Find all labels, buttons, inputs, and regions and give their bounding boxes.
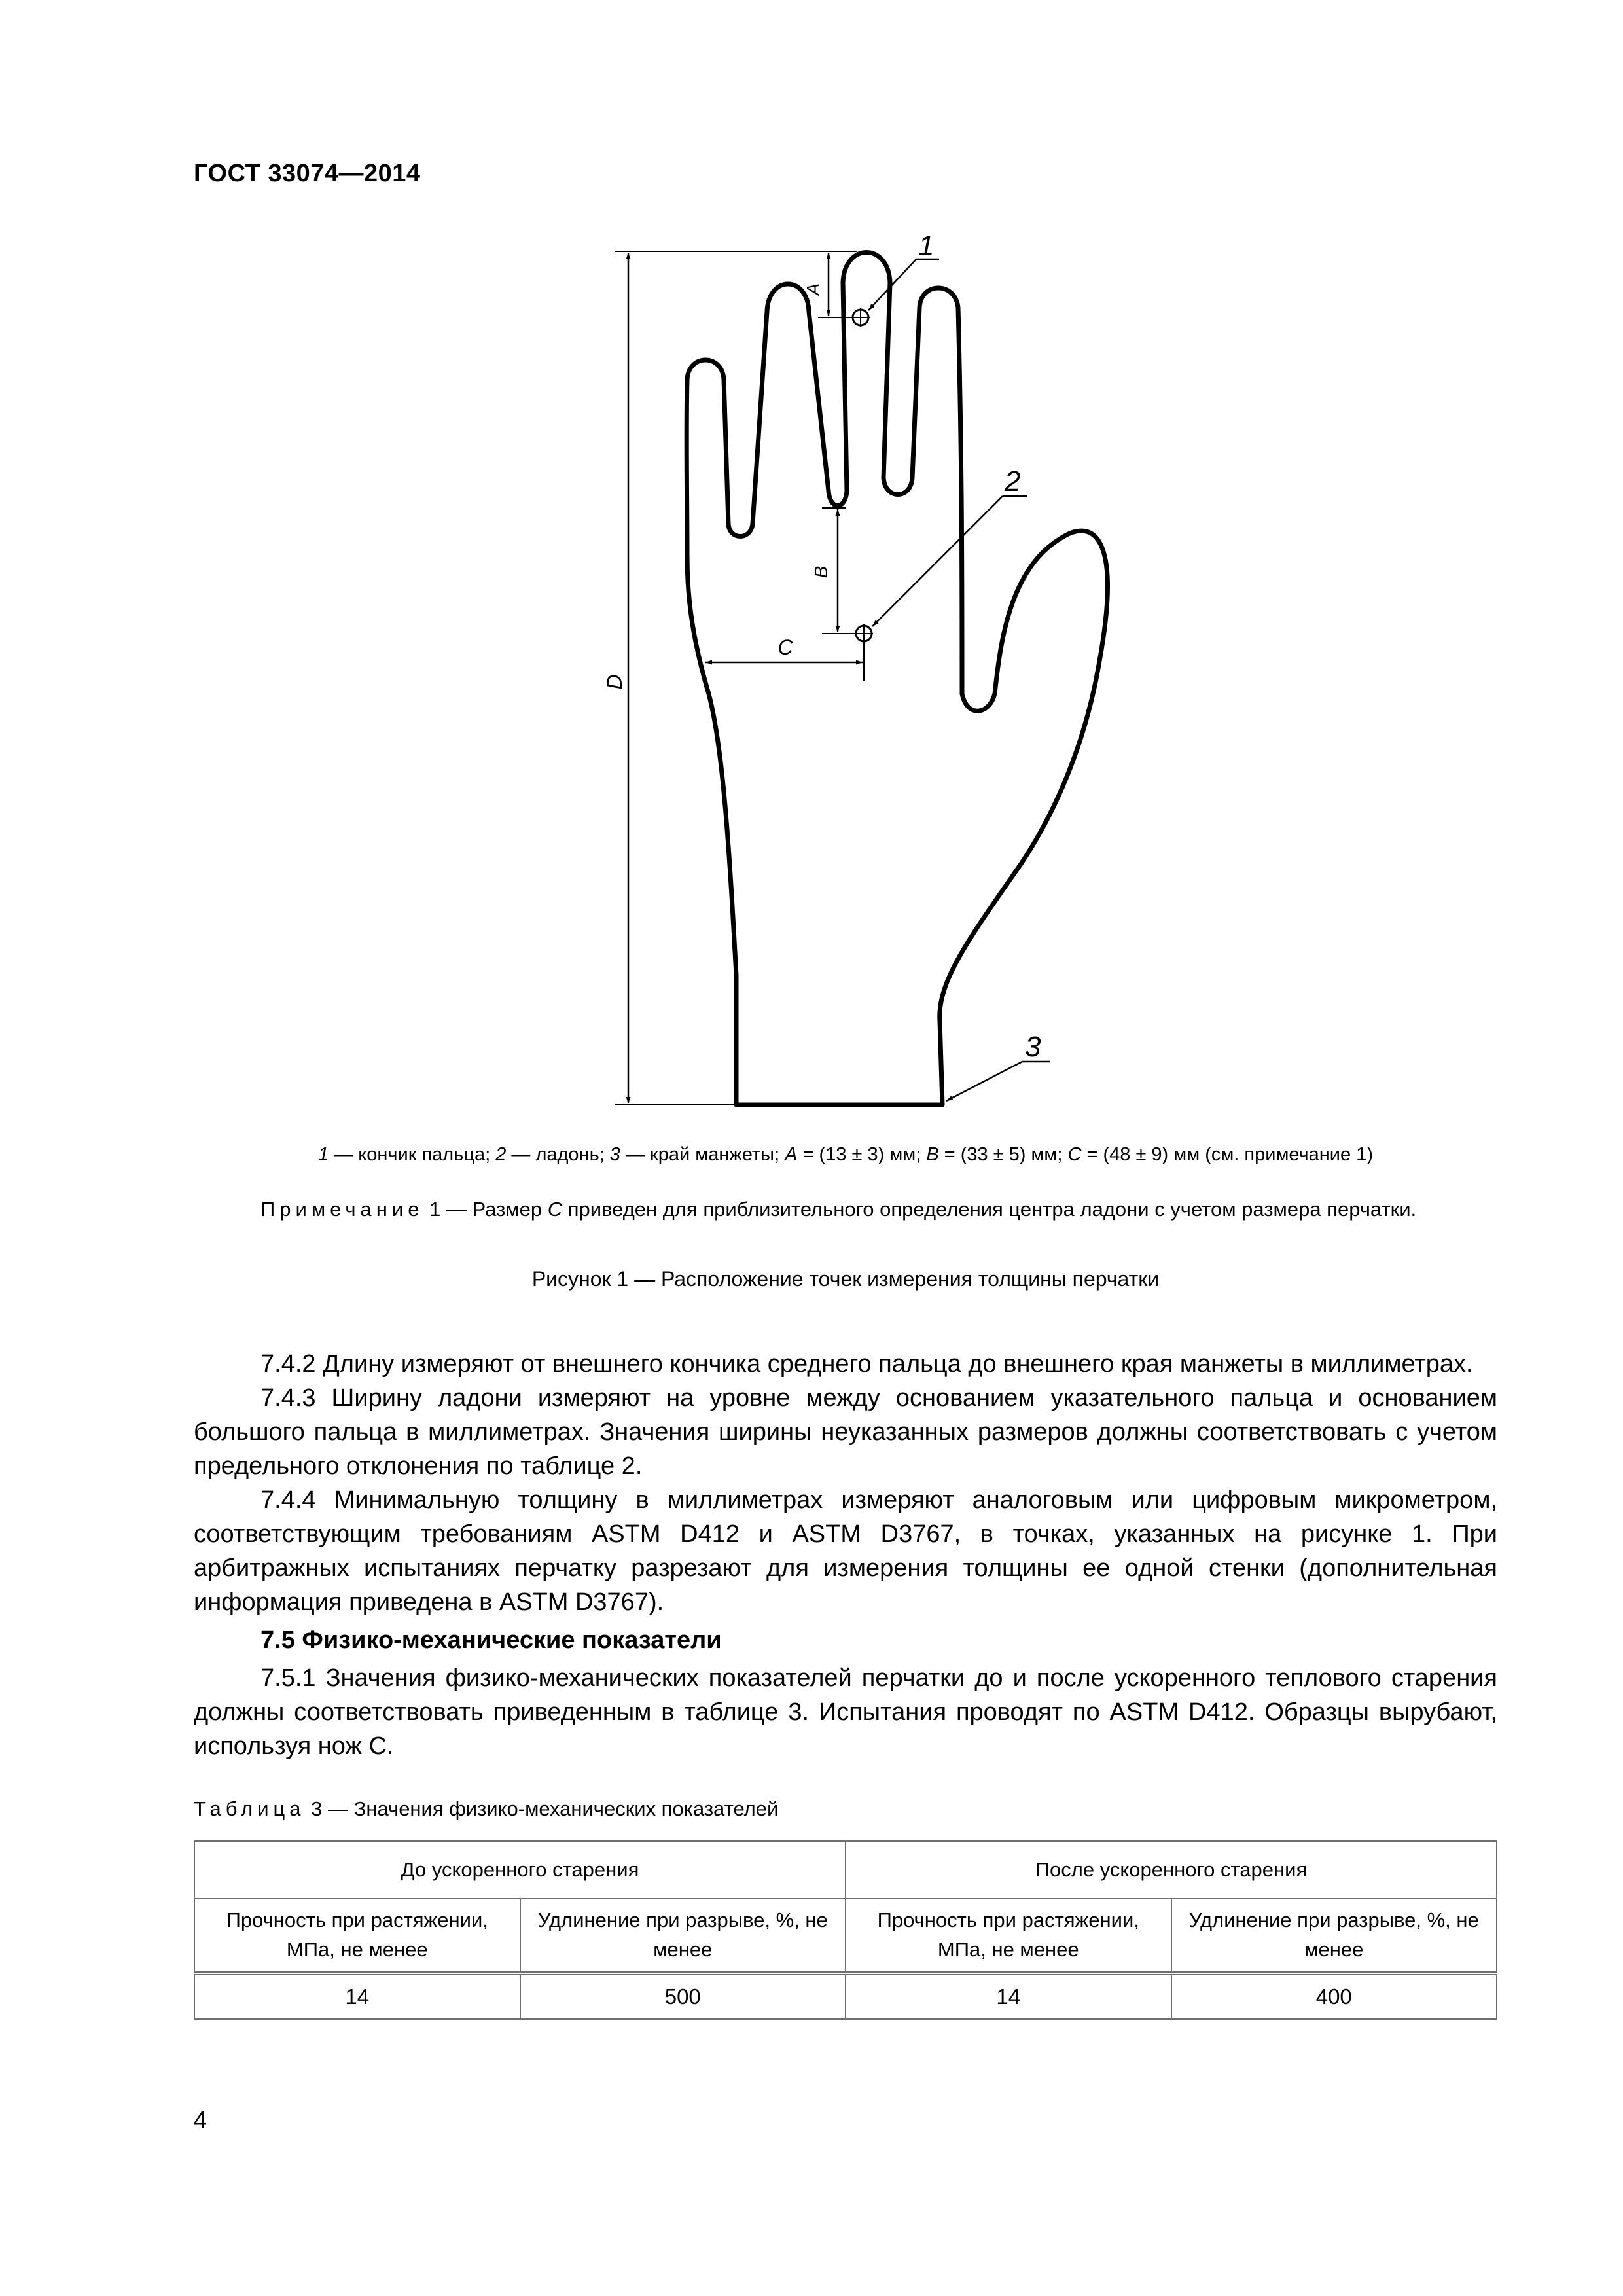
table-3 bbox=[194, 1840, 1497, 2020]
table-col-strength-after: Прочность при растяжении, МПа, не менее bbox=[846, 1899, 1171, 1973]
figure-legend: 1 — кончик пальца; 2 — ладонь; 3 — край манжеты; A = (13 ± 3) мм; B = (33 ± 5) мм; C = (48 ± 9) мм (см. примечание 1) bbox=[318, 1144, 1373, 1165]
table-col-strength-before: Прочность при растяжении, МПа, не менее bbox=[194, 1899, 520, 1973]
dimension-b-label: B bbox=[811, 565, 831, 579]
point-2-label: 2 bbox=[1005, 465, 1021, 497]
table-col-elongation-before: Удлинение при разрыве, %, не менее bbox=[520, 1899, 846, 1973]
glove-outline bbox=[687, 253, 1107, 1105]
page-number: 4 bbox=[194, 2106, 207, 2133]
point-1-label: 1 bbox=[918, 236, 935, 262]
table-group-after: После ускоренного старения bbox=[846, 1841, 1497, 1899]
paragraph-7-4-2: 7.4.2 Длину измеряют от внешнего кончика среднего пальца до внешнего края манжеты в миллиметрах. bbox=[260, 1350, 1473, 1378]
figure-note: Примечание 1 — Размер C приведен для приблизительного определения центра ладони с учетом размера перчатки. bbox=[260, 1198, 1417, 1221]
paragraph-7-5-1: 7.5.1 Значения физико-механических показателей перчатки до и после ускоренного теплового старения должны соответствовать приведенным в таблице 3. Испытания проводят по ASTM D412. Образцы вырубают, используя нож C. bbox=[194, 1664, 1497, 1760]
paragraph-7-4-3: 7.4.3 Ширину ладони измеряют на уровне между основанием указательного пальца и основанием большого пальца в миллиметрах. Значения ширины неуказанных размеров должны соответствовать с учетом предельного отклонения по таблице 2. bbox=[194, 1384, 1497, 1480]
table-cell: 14 bbox=[846, 1973, 1171, 2019]
figure-caption: Рисунок 1 — Расположение точек измерения толщины перчатки bbox=[531, 1267, 1160, 1291]
document-header: ГОСТ 33074—2014 bbox=[194, 160, 421, 187]
table-cell: 14 bbox=[194, 1973, 520, 2019]
table-caption: Таблица 3 — Значения физико-механических показателей bbox=[194, 1797, 779, 1820]
dimension-c-label: C bbox=[777, 636, 793, 659]
glove-figure bbox=[576, 236, 1113, 1126]
table-group-before: До ускоренного старения bbox=[194, 1841, 846, 1899]
table-cell: 400 bbox=[1171, 1973, 1497, 2019]
table-row bbox=[194, 1973, 1497, 2019]
section-heading-7-5: 7.5 Физико-механические показатели bbox=[260, 1626, 722, 1654]
table-cell: 500 bbox=[520, 1973, 846, 2019]
dimension-d-label: D bbox=[603, 674, 626, 690]
table-col-elongation-after: Удлинение при разрыве, %, не менее bbox=[1171, 1899, 1497, 1973]
body-text bbox=[194, 1347, 1497, 1763]
paragraph-7-4-4: 7.4.4 Минимальную толщину в миллиметрах измеряют аналоговым или цифровым микрометром, соответствующим требованиям ASTM D412 и ASTM D3767, в точках, указанных на рисунке 1. При арбитражных испытаниях перчатку разрезают для измерения толщины ее одной стенки (дополнительная информация приведена в ASTM D3767). bbox=[194, 1486, 1497, 1616]
point-3-label: 3 bbox=[1025, 1031, 1041, 1063]
dimension-a-label: A bbox=[803, 283, 823, 296]
